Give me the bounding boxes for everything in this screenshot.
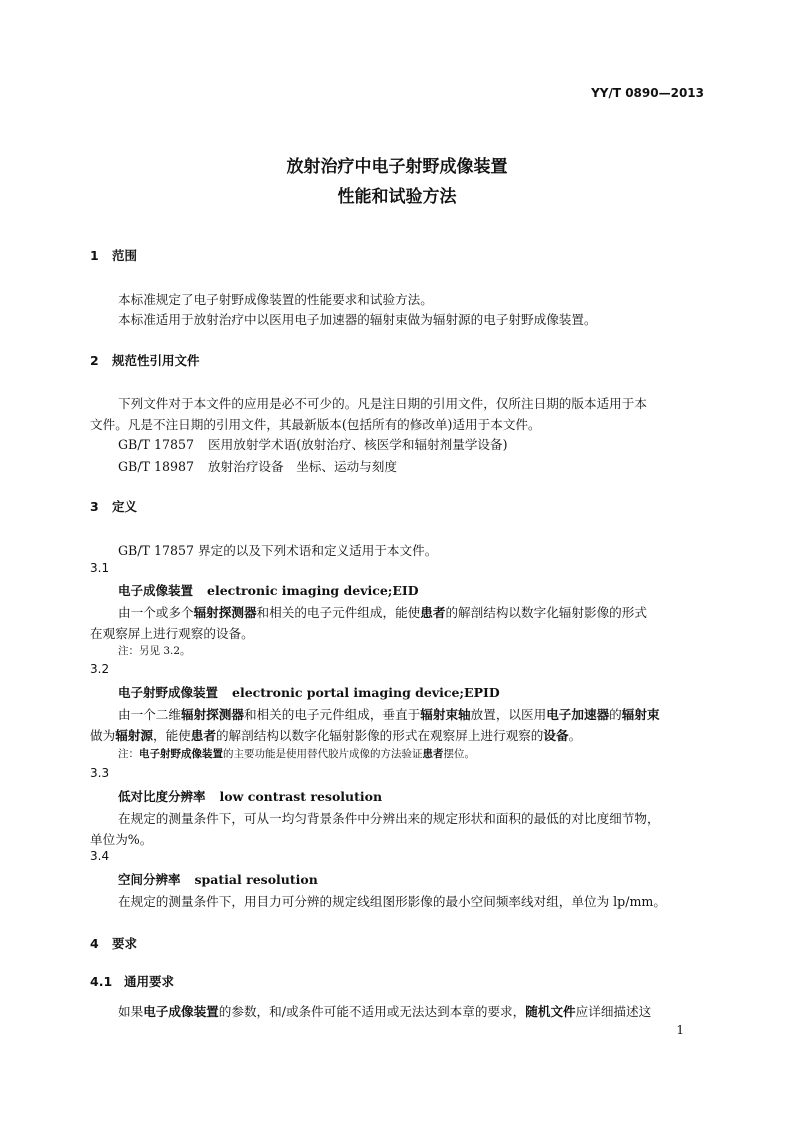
section-title: 规范性引用文件 [112, 353, 200, 368]
term-zh: 低对比度分辨率 [118, 789, 206, 804]
paragraph: GB/T 17857 界定的以及下列术语和定义适用于本文件。 [118, 543, 438, 558]
clause-number: 3.2 [90, 662, 110, 676]
subsection-4-1-heading [90, 972, 174, 990]
clause-number: 3.4 [90, 849, 110, 863]
clause-number: 3.3 [90, 766, 110, 780]
term-zh: 空间分辨率 [118, 872, 181, 887]
section-1-heading [90, 246, 137, 264]
subsection-title: 通用要求 [124, 974, 175, 989]
term-entry [118, 683, 500, 701]
page-number: 1 [676, 1023, 684, 1037]
definition-line: 在规定的测量条件下，可从一均匀背景条件中分辨出来的规定形状和面积的最低的对比度细节物， [118, 811, 660, 826]
clause-number: 3.1 [90, 561, 110, 575]
term-entry [118, 581, 419, 599]
term-zh: 电子射野成像装置 [118, 685, 219, 700]
standard-number: YY/T 0890—2013 [591, 86, 704, 100]
document-title-line2: 性能和试验方法 [337, 187, 457, 207]
reference-number: GB/T 18987 [118, 459, 195, 474]
section-title: 要求 [112, 936, 138, 951]
reference-item [118, 434, 508, 453]
term-en: electronic imaging device;EID [207, 583, 419, 598]
section-2-heading [90, 351, 200, 369]
definition-line: 由一个或多个辐射探测器和相关的电子元件组成，能使患者的解剖结构以数字化辐射影像的形式 [118, 605, 647, 620]
section-3-heading [90, 497, 137, 515]
note: 注：另见 3.2。 [118, 645, 191, 657]
reference-title: 放射治疗设备 坐标、运动与刻度 [208, 459, 397, 474]
subsection-number: 4.1 [90, 974, 113, 989]
term-entry [118, 787, 382, 805]
term-en: electronic portal imaging device;EPID [232, 685, 500, 700]
term-entry [118, 870, 318, 888]
definition-line: 由一个二维辐射探测器和相关的电子元件组成，垂直于辐射束轴放置，以医用电子加速器的辐射束 [118, 707, 660, 722]
section-number: 4 [90, 936, 99, 951]
definition-line: 在规定的测量条件下，用目力可分辨的规定线组图形影像的最小空间频率线对组，单位为 lp/mm。 [118, 894, 666, 909]
reference-item [118, 456, 397, 475]
term-zh: 电子成像装置 [118, 583, 194, 598]
note: 注：电子射野成像装置的主要功能是使用替代胶片成像的方法验证患者摆位。 [118, 748, 475, 760]
definition-line: 做为辐射源，能使患者的解剖结构以数字化辐射影像的形式在观察屏上进行观察的设备。 [90, 728, 582, 743]
section-number: 3 [90, 499, 99, 514]
reference-number: GB/T 17857 [118, 437, 195, 452]
definition-line: 在观察屏上进行观察的设备。 [90, 626, 254, 641]
section-number: 2 [90, 353, 99, 368]
paragraph-continued: 文件。凡是不注日期的引用文件，其最新版本(包括所有的修改单)适用于本文件。 [90, 417, 541, 432]
term-en: low contrast resolution [219, 789, 383, 804]
section-title: 定义 [112, 499, 138, 514]
document-title-line1: 放射治疗中电子射野成像装置 [286, 157, 508, 177]
paragraph: 如果电子成像装置的参数，和/或条件可能不适用或无法达到本章的要求，随机文件应详细描述这 [118, 1004, 652, 1019]
paragraph: 本标准规定了电子射野成像装置的性能要求和试验方法。 [118, 292, 433, 307]
section-number: 1 [90, 248, 99, 263]
section-title: 范围 [112, 248, 138, 263]
term-en: spatial resolution [194, 872, 318, 887]
paragraph: 本标准适用于放射治疗中以医用电子加速器的辐射束做为辐射源的电子射野成像装置。 [118, 312, 597, 327]
paragraph: 下列文件对于本文件的应用是必不可少的。凡是注日期的引用文件，仅所注日期的版本适用于本 [118, 396, 647, 411]
definition-line: 单位为%。 [90, 832, 153, 847]
reference-title: 医用放射学术语(放射治疗、核医学和辐射剂量学设备) [208, 437, 508, 452]
section-4-heading [90, 934, 137, 952]
